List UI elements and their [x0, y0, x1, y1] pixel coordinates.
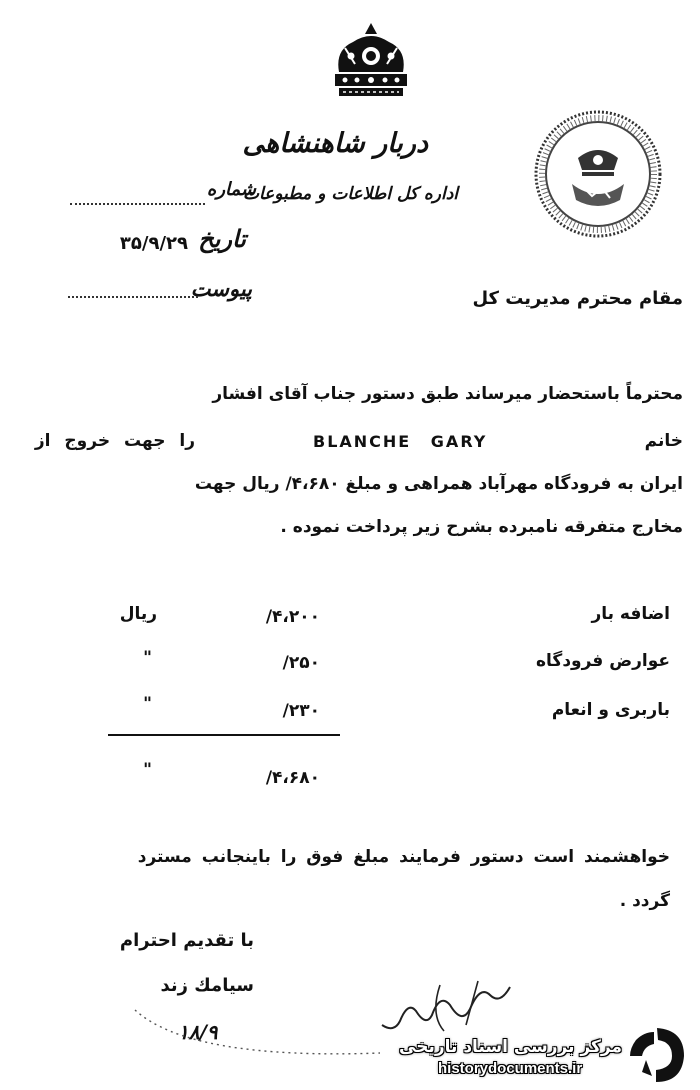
- royal-seal-stamp: [532, 108, 664, 240]
- crown-emblem: [325, 20, 417, 102]
- body-line-2-end: را جهت خروج از: [34, 431, 195, 451]
- request-line-1: خواهشمند است دستور فرمایند مبلغ فوق را باینجانب مسترد: [137, 847, 670, 867]
- attachment-line: [68, 296, 198, 298]
- recipient: مقام محترم مدیریت کل: [472, 288, 683, 309]
- regards: با تقدیم احترام: [119, 930, 254, 951]
- number-label: شماره: [206, 179, 256, 200]
- watermark-line-1: مرکز بررسی اسناد تاریخی: [399, 1037, 622, 1057]
- expense-amount-1: ۴،۲۰۰/: [265, 607, 320, 627]
- attachment-label: پیوست: [190, 276, 252, 301]
- expense-amount-3: ۲۳۰/: [282, 701, 320, 721]
- body-line-2-start: خانم: [644, 431, 683, 451]
- watermark-logo-icon: [628, 1026, 686, 1084]
- signer-name: سیامك زند: [160, 975, 254, 996]
- letterhead-org: دربار شاهنشاهی: [242, 128, 428, 159]
- expense-unit-1: ریال: [119, 604, 157, 624]
- margin-arc: [130, 1005, 390, 1065]
- handwritten-note: ۱۸/۹: [178, 1020, 218, 1044]
- expense-unit-3: ": [143, 694, 153, 714]
- traveler-name: BLANCHE GARY: [313, 432, 488, 451]
- expense-label-2: عوارض فرودگاه: [536, 651, 670, 671]
- request-line-2: گردد .: [619, 891, 670, 911]
- expense-label-3: باربری و انعام: [551, 700, 670, 720]
- body-line-1: محترماً باستحضار میرساند طبق دستور جناب آقای افشار: [212, 384, 683, 404]
- number-line: [70, 203, 205, 205]
- letterhead-department: اداره کل اطلاعات و مطبوعات: [243, 184, 458, 204]
- date-value: ۳۵/۹/۲۹: [119, 233, 188, 254]
- body-line-4: مخارج متفرقه نامبرده بشرح زیر پرداخت نموده .: [280, 517, 683, 537]
- total-amount: ۴،۶۸۰/: [265, 768, 320, 788]
- body-line-3: ایران به فرودگاه مهرآباد همراهی و مبلغ ۴،۶۸۰/ ریال جهت: [194, 474, 683, 494]
- expense-amount-2: ۲۵۰/: [282, 653, 320, 673]
- date-label: تاریخ: [198, 224, 246, 253]
- expense-unit-2: ": [143, 648, 153, 668]
- expense-label-1: اضافه بار: [591, 604, 670, 624]
- total-unit: ": [143, 760, 153, 780]
- handwritten-signature: [370, 975, 520, 1045]
- total-rule: [108, 734, 340, 736]
- watermark-line-2: historydocuments.ir: [438, 1060, 583, 1077]
